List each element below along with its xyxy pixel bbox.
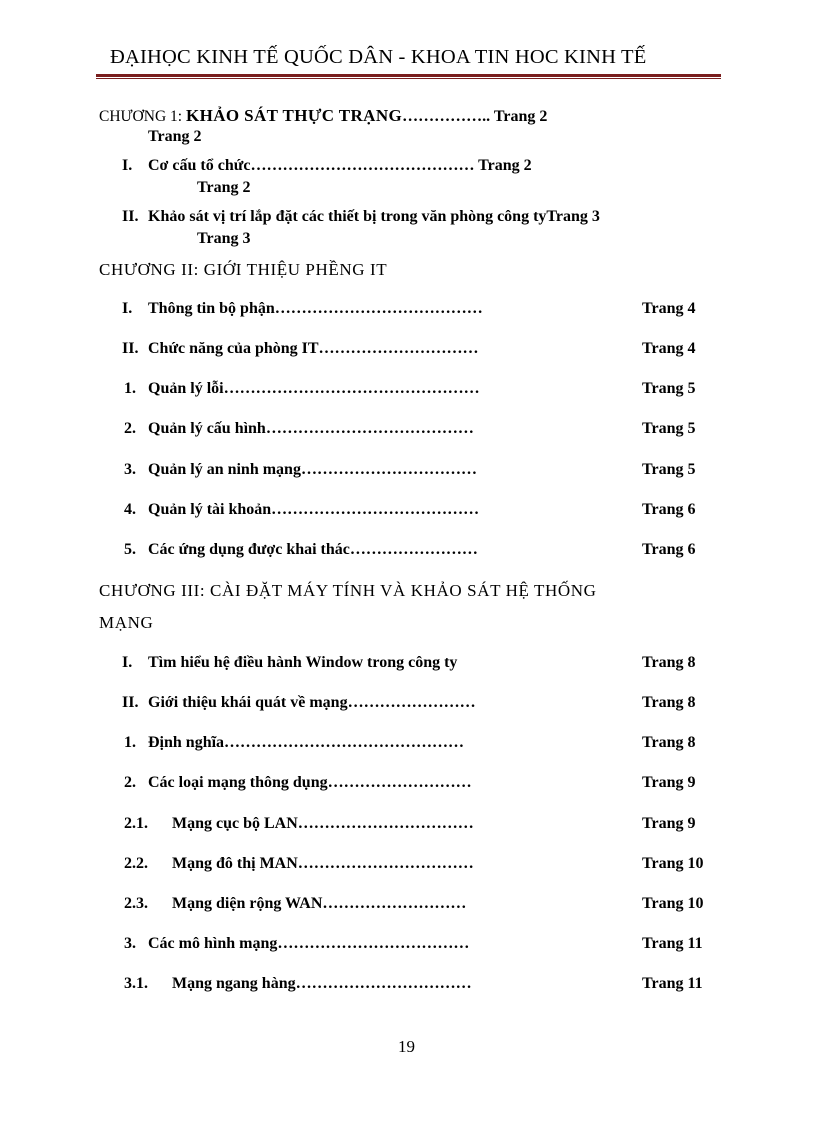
toc-ch2-item-text: Quản lý an ninh mạng…………………………… — [148, 461, 477, 478]
page-number: 19 — [398, 1037, 415, 1056]
toc-ch3-item-num: II. — [122, 694, 139, 711]
toc-ch2-item-num: II. — [122, 340, 139, 357]
toc-ch1-item-text: Khảo sát vị trí lắp đặt các thiết bị trong văn phòng công ty — [148, 208, 547, 225]
toc-ch3-item-page: Trang 8 — [642, 734, 696, 751]
toc-ch2-item-page: Trang 6 — [642, 541, 696, 558]
toc-ch3-item-page: Trang 9 — [642, 815, 696, 832]
toc-ch2-item-text: Quản lý cấu hình………………………………… — [148, 420, 474, 437]
toc-ch1-item-num: I. — [122, 157, 133, 174]
toc-ch3-item-text: Mạng ngang hàng…………………………… — [172, 975, 472, 992]
toc-ch1-item — [148, 208, 600, 226]
toc-ch2-item-num: 4. — [124, 501, 136, 518]
toc-ch3-item-num: 1. — [124, 734, 136, 751]
toc-ch3-item-num: 3.1. — [124, 975, 148, 992]
toc-ch1-page-wrap: Trang 2 — [148, 128, 202, 145]
toc-ch3-heading-wrap: MẠNG — [99, 613, 154, 632]
toc-ch3-item-text: Các loại mạng thông dụng……………………… — [148, 774, 472, 791]
toc-ch1-item-page-wrap: Trang 3 — [197, 230, 251, 247]
toc-ch3-item-page: Trang 9 — [642, 774, 696, 791]
toc-ch3-item-num: 2.3. — [124, 895, 148, 912]
toc-ch1-item-text: Cơ cấu tổ chức…………………………………… — [148, 157, 475, 174]
header-rule-thick — [96, 74, 721, 77]
toc-ch1-page: Trang 2 — [490, 108, 548, 125]
toc-ch2-item-num: 5. — [124, 541, 136, 558]
toc-ch3-item-text: Giới thiệu khái quát về mạng…………………… — [148, 694, 476, 711]
toc-ch3-item-num: 3. — [124, 935, 136, 952]
toc-ch3-item-text: Mạng diện rộng WAN……………………… — [172, 895, 467, 912]
toc-ch3-item-page: Trang 10 — [642, 855, 704, 872]
toc-ch2-item-text: Quản lý tài khoản………………………………… — [148, 501, 480, 518]
toc-ch3-item-text: Định nghĩa……………………………………… — [148, 734, 465, 751]
toc-ch2-item-page: Trang 4 — [642, 340, 696, 357]
toc-ch3-item-page: Trang 10 — [642, 895, 704, 912]
toc-ch3-item-text: Tìm hiểu hệ điều hành Window trong công ty — [148, 654, 458, 671]
toc-ch2-item-page: Trang 5 — [642, 461, 696, 478]
toc-ch1-prefix: CHƯƠNG 1: — [99, 108, 186, 125]
toc-ch2-item-page: Trang 6 — [642, 501, 696, 518]
toc-ch3-heading: CHƯƠNG III: CÀI ĐẶT MÁY TÍNH VÀ KHẢO SÁT HỆ THỐNG — [99, 581, 597, 600]
toc-ch3-item-page: Trang 8 — [642, 694, 696, 711]
toc-ch2-heading: CHƯƠNG II: GIỚI THIỆU PHỀNG IT — [99, 260, 388, 279]
toc-ch1-item — [148, 157, 532, 175]
toc-ch2-item-page: Trang 5 — [642, 380, 696, 397]
toc-ch1-title: KHẢO SÁT THỰC TRẠNG — [185, 106, 403, 125]
toc-ch3-item-num: 2. — [124, 774, 136, 791]
toc-ch3-item-num: 2.1. — [124, 815, 148, 832]
toc-ch3-item-text: Mạng đô thị MAN…………………………… — [172, 855, 474, 872]
toc-ch1-item-num: II. — [122, 208, 139, 225]
toc-ch3-item-num: 2.2. — [124, 855, 148, 872]
toc-ch2-item-num: I. — [122, 300, 133, 317]
toc-ch1-item-page: Trang 3 — [546, 208, 600, 225]
running-header: ĐẠIHỌC KINH TẾ QUỐC DÂN - KHOA TIN HOC KINH TẾ — [110, 46, 647, 68]
toc-ch2-item-page: Trang 4 — [642, 300, 696, 317]
toc-ch2-item-num: 2. — [124, 420, 136, 437]
toc-ch2-item-text: Chức năng của phòng IT………………………… — [148, 340, 479, 357]
toc-ch1-heading — [99, 106, 547, 126]
toc-ch3-item-page: Trang 8 — [642, 654, 696, 671]
toc-ch1-item-page: Trang 2 — [474, 157, 532, 174]
toc-ch2-item-num: 3. — [124, 461, 136, 478]
toc-ch1-dots: …………….. — [402, 108, 491, 125]
toc-ch2-item-page: Trang 5 — [642, 420, 696, 437]
header-rule-thin — [96, 78, 721, 79]
toc-ch3-item-num: I. — [122, 654, 133, 671]
toc-ch2-item-text: Quản lý lỗi………………………………………… — [148, 380, 480, 397]
toc-ch2-item-num: 1. — [124, 380, 136, 397]
toc-ch2-item-text: Các ứng dụng được khai thác…………………… — [148, 541, 478, 558]
toc-ch3-item-text: Các mô hình mạng……………………………… — [148, 935, 470, 952]
toc-ch1-item-page-wrap: Trang 2 — [197, 179, 251, 196]
toc-ch2-item-text: Thông tin bộ phận………………………………… — [148, 300, 483, 317]
toc-ch3-item-page: Trang 11 — [642, 975, 703, 992]
toc-ch3-item-page: Trang 11 — [642, 935, 703, 952]
toc-ch3-item-text: Mạng cục bộ LAN…………………………… — [172, 815, 474, 832]
